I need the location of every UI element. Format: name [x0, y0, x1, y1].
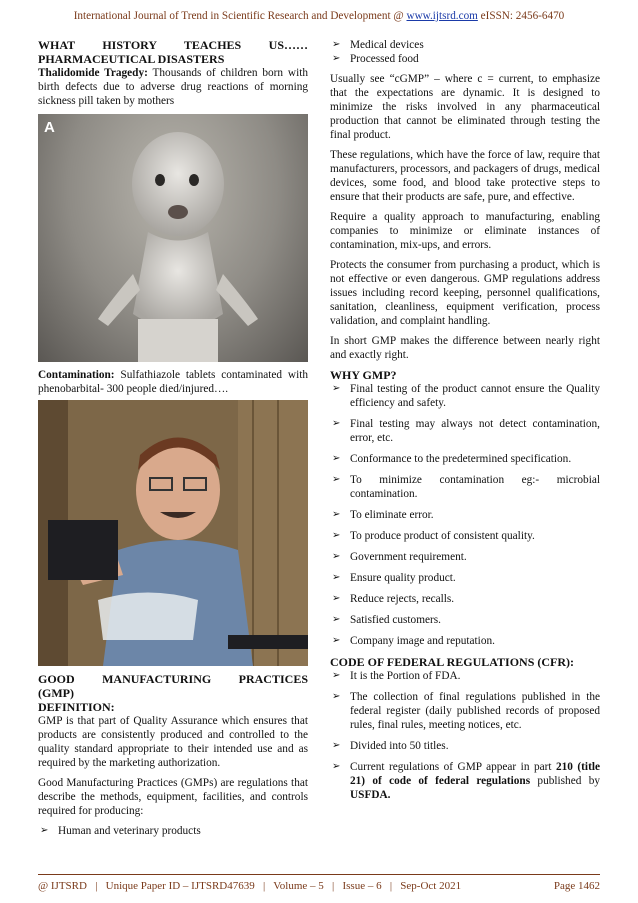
journal-name: International Journal of Trend in Scientific Research and Development @: [73, 10, 407, 22]
contamination-paragraph: [38, 368, 308, 396]
page-number: Page 1462: [553, 880, 600, 892]
contamination-victim-photo: [38, 400, 308, 666]
baby-photo-illustration: [38, 114, 308, 362]
producing-list-right: [330, 38, 600, 66]
thalidomide-label: Thalidomide Tragedy:: [38, 67, 148, 79]
checkmark-arrow-icon: ➢: [332, 53, 341, 64]
checkmark-arrow-icon: ➢: [332, 691, 341, 702]
list-item: ➢ Government requirement.: [332, 551, 467, 563]
definition-heading: DEFINITION:: [38, 700, 115, 714]
cfr-list: [330, 669, 600, 802]
list-item: ➢ Ensure quality product.: [332, 572, 456, 584]
list-item: ➢ Current regulations of GMP appear in part 210 (title 21) of code of federal regulations published by USFDA.: [332, 761, 600, 801]
list-item: ➢ Human and veterinary products: [40, 825, 201, 837]
checkmark-arrow-icon: ➢: [332, 635, 341, 646]
checkmark-arrow-icon: ➢: [332, 453, 341, 464]
list-item: ➢ Divided into 50 titles.: [332, 740, 449, 752]
contamination-label: Contamination:: [38, 369, 115, 381]
protects-consumer-paragraph: Protects the consumer from purchasing a product, which is not effective or even dangerous. GMP regulations address issues including record keeping, personnel qualifications, sanitation, cleanliness, equipment verification, process validation, and complaint handling.: [330, 259, 600, 327]
checkmark-arrow-icon: ➢: [332, 383, 341, 394]
definition-paragraph: GMP is that part of Quality Assurance which ensures that products are consistently produced and controlled to the quality standard appropriate to their intended use and as required by the marketing authorization.: [38, 715, 308, 769]
checkmark-arrow-icon: ➢: [332, 761, 341, 772]
checkmark-arrow-icon: ➢: [332, 740, 341, 751]
journal-header: [0, 10, 638, 22]
quality-approach-paragraph: Require a quality approach to manufacturing, enabling companies to minimize or eliminate instances of contamination, mix-ups, and errors.: [330, 211, 600, 251]
why-gmp-heading: WHY GMP?: [330, 368, 397, 382]
list-item: ➢ Final testing may always not detect contamination, error, etc.: [332, 418, 600, 444]
photo-panel-label: A: [44, 119, 55, 136]
why-gmp-list: [330, 382, 600, 648]
list-item: ➢ Final testing of the product cannot ensure the Quality efficiency and safety.: [332, 383, 600, 409]
journal-url-link[interactable]: www.ijtsrd.com: [406, 10, 478, 22]
page-footer: [38, 880, 600, 892]
journal-issn: eISSN: 2456-6470: [477, 10, 565, 22]
list-item: ➢ The collection of final regulations published in the federal register (daily published records of proposed rules, final rules, meeting notices, etc.: [332, 691, 600, 731]
gmp-regulations-paragraph: Good Manufacturing Practices (GMPs) are regulations that describe the methods, equipment, facilities, and controls required for producing:: [38, 777, 308, 817]
list-item: ➢ To produce product of consistent quality.: [332, 530, 535, 542]
checkmark-arrow-icon: ➢: [332, 39, 341, 50]
victim-photo-illustration: [38, 400, 308, 666]
list-item: ➢ It is the Portion of FDA.: [332, 670, 461, 682]
checkmark-arrow-icon: ➢: [332, 530, 341, 541]
list-item: ➢ Satisfied customers.: [332, 614, 441, 626]
footer-text: @ IJTSRD | Unique Paper ID – IJTSRD47639 | Volume – 5 | Issue – 6 | Sep-Oct 2021: [38, 880, 462, 892]
list-item: ➢ To eliminate error.: [332, 509, 434, 521]
checkmark-arrow-icon: ➢: [332, 551, 341, 562]
checkmark-arrow-icon: ➢: [40, 825, 49, 836]
list-item: ➢ Reduce rejects, recalls.: [332, 593, 455, 605]
list-item: ➢ Conformance to the predetermined specification.: [332, 453, 572, 465]
producing-list-left: [38, 824, 308, 838]
list-item: ➢ To minimize contamination eg:- microbial contamination.: [332, 474, 600, 500]
right-column: [330, 38, 600, 809]
gmp-heading: GOOD MANUFACTURING PRACTICES: [38, 672, 308, 686]
list-item: ➢ Medical devices: [332, 39, 424, 51]
checkmark-arrow-icon: ➢: [332, 572, 341, 583]
left-column: [38, 38, 308, 845]
checkmark-arrow-icon: ➢: [332, 593, 341, 604]
checkmark-arrow-icon: ➢: [332, 670, 341, 681]
in-short-paragraph: In short GMP makes the difference between nearly right and exactly right.: [330, 335, 600, 361]
gmp-abbrev-heading: (GMP): [38, 686, 74, 700]
checkmark-arrow-icon: ➢: [332, 509, 341, 520]
regulations-force-paragraph: These regulations, which have the force of law, require that manufacturers, processors, and packagers of drugs, medical devices, some food, and blood take protective steps to ensure that their products are safe, pure, and effective.: [330, 149, 600, 203]
footer-rule: [38, 874, 600, 875]
list-item: ➢ Company image and reputation.: [332, 635, 495, 647]
checkmark-arrow-icon: ➢: [332, 614, 341, 625]
checkmark-arrow-icon: ➢: [332, 474, 341, 485]
cgmp-paragraph: Usually see “cGMP” – where c = current, to emphasize that the expectations are dynamic. It is designed to minimize the risks involved in any pharmaceutical production that cannot be eliminated through testing the final product.: [330, 73, 600, 141]
history-heading: WHAT HISTORY TEACHES US……: [38, 38, 308, 52]
thalidomide-text: Thousands of children born with birth defects due to adverse drug reactions of morning sickness pill taken by mothers: [38, 67, 308, 107]
list-item: ➢ Processed food: [332, 53, 419, 65]
thalidomide-baby-photo: [38, 114, 308, 362]
disasters-heading: PHARMACEUTICAL DISASTERS: [38, 52, 225, 66]
contamination-text: Sulfathiazole tablets contaminated with phenobarbital- 300 people died/injured….: [38, 369, 308, 395]
cfr-heading: CODE OF FEDERAL REGULATIONS (CFR):: [330, 655, 575, 669]
thalidomide-paragraph: [38, 66, 308, 108]
checkmark-arrow-icon: ➢: [332, 418, 341, 429]
